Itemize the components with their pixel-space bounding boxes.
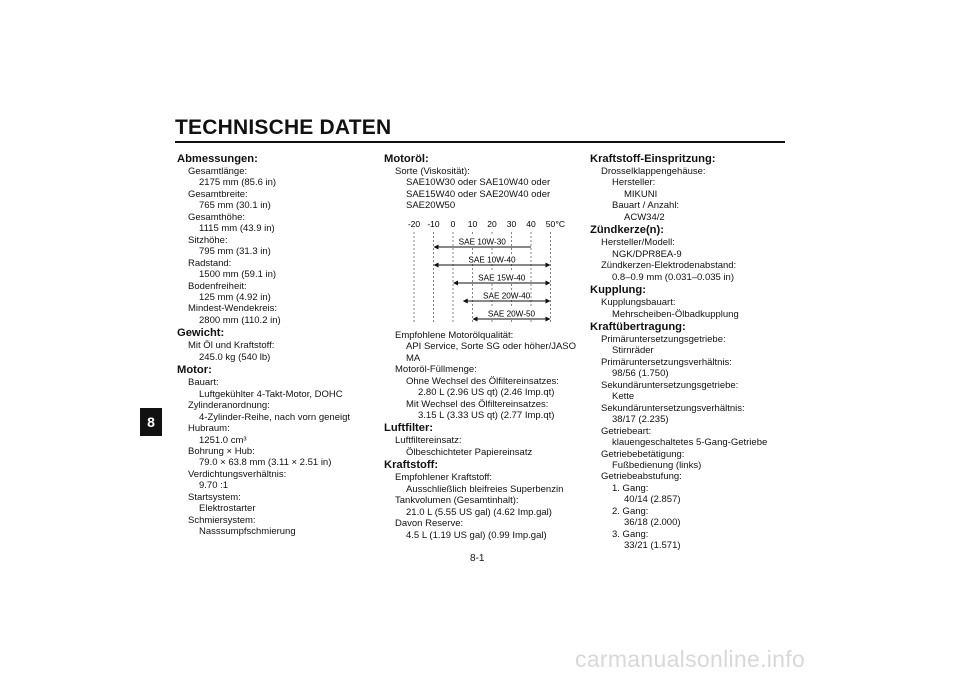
spec-label: Gesamthöhe: [188, 211, 246, 223]
spec-value: 33/21 (1.571) [624, 540, 681, 552]
viscosity-range-label: SAE 20W-50 [487, 309, 536, 319]
spec-label: Sekundäruntersetzungsgetriebe: [601, 379, 739, 391]
spec-value: 2175 mm (85.6 in) [199, 177, 277, 189]
spec-value: 3. Gang: [612, 528, 649, 540]
spec-value: 38/17 (2.235) [612, 414, 669, 426]
axis-tick-label: 0 [450, 218, 456, 229]
spec-value: SAE10W30 oder SAE10W40 oder [406, 177, 551, 189]
section-heading: Kupplung: [590, 284, 646, 297]
spec-value: Bauart / Anzahl: [612, 200, 680, 212]
spec-value: 0.8–0.9 mm (0.031–0.035 in) [612, 271, 734, 283]
spec-label: Empfohlene Motorölqualität: [395, 329, 514, 341]
spec-label: Startsystem: [188, 491, 241, 503]
spec-value: 1115 mm (43.9 in) [199, 223, 275, 235]
page-number: 8-1 [470, 553, 485, 564]
spec-value: API Service, Sorte SG oder höher/JASO [406, 341, 577, 353]
range-arrow-right-icon [546, 262, 551, 267]
spec-value: Hersteller: [612, 177, 656, 189]
spec-label: Sekundäruntersetzungsverhältnis: [601, 402, 745, 414]
section-heading: Kraftstoff-Einspritzung: [590, 153, 716, 165]
spec-label: Getriebeart: [601, 425, 652, 437]
spec-label: Bauart: [188, 377, 219, 389]
range-arrow-right-icon [546, 298, 551, 303]
spec-value: Nasssumpfschmierung [199, 526, 296, 538]
spec-value: 125 mm (4.92 in) [199, 291, 271, 303]
spec-value: 795 mm (31.3 in) [199, 246, 271, 258]
spec-value: ACW34/2 [624, 211, 665, 223]
spec-value: 98/56 (1.750) [612, 368, 669, 380]
spec-label: Drosselklappengehäuse: [601, 166, 706, 177]
spec-value: 245.0 kg (540 lb) [199, 351, 271, 363]
section-heading: Zündkerze(n): [590, 224, 664, 237]
spec-value: 2.80 L (2.96 US qt) (2.46 Imp.qt) [418, 387, 555, 399]
watermark: carmanualsonline.info [575, 646, 806, 672]
section-heading: Kraftübertragung: [590, 320, 686, 333]
spec-value: 9.70 :1 [199, 480, 229, 492]
spec-value: 36/18 (2.000) [624, 517, 681, 529]
spec-column-1 [177, 152, 367, 538]
spec-value: 4-Zylinder-Reihe, nach vorn geneigt [199, 411, 351, 423]
spec-value: NGK/DPR8EA-9 [612, 248, 682, 260]
axis-unit-label: °C [555, 218, 566, 229]
spec-label: Gesamtbreite: [188, 188, 248, 200]
spec-label: Getriebeabstufung: [601, 471, 682, 483]
spec-value: 21.0 L (5.55 US gal) (4.62 Imp.gal) [406, 506, 552, 518]
spec-value: Luftgekühlter 4-Takt-Motor, DOHC [199, 388, 343, 400]
spec-label: Primäruntersetzungsverhältnis: [601, 356, 732, 368]
spec-label: Mit Öl und Kraftstoff: [188, 340, 275, 352]
spec-label: Bohrung × Hub: [188, 445, 255, 457]
spec-value: Kette [612, 391, 635, 403]
section-heading: Luftfilter: [384, 422, 434, 435]
spec-value: 1251.0 cm³ [199, 434, 247, 446]
spec-value: Stirnräder [612, 345, 654, 357]
spec-value: 4.5 L (1.19 US gal) (0.99 Imp.gal) [406, 529, 547, 541]
range-arrow-left-icon [453, 280, 458, 285]
section-heading: Kraftstoff: [384, 459, 439, 472]
spec-value: Fußbedienung (links) [612, 459, 702, 471]
spec-label: Tankvolumen (Gesamtinhalt): [395, 495, 519, 507]
range-arrow-left-icon [463, 298, 468, 303]
spec-label: Sitzhöhe: [188, 234, 228, 246]
spec-label: Radstand: [188, 257, 232, 269]
range-arrow-right-icon [546, 280, 551, 285]
spec-value: 2800 mm (110.2 in) [199, 314, 281, 326]
title-rule [175, 141, 785, 143]
spec-value: Ohne Wechsel des Ölfiltereinsatzes: [406, 375, 559, 387]
spec-label: Empfohlener Kraftstoff: [395, 472, 492, 484]
spec-value: 1. Gang: [612, 482, 649, 494]
axis-tick-label: 50 [545, 218, 556, 229]
spec-label: Sorte (Viskosität): [395, 166, 470, 177]
spec-value: Ausschließlich bleifreies Superbenzin [406, 483, 564, 495]
spec-label: Davon Reserve: [395, 518, 464, 530]
spec-value: Mehrscheiben-Ölbadkupplung [612, 308, 739, 320]
spec-value: SAE20W50 [406, 200, 456, 212]
spec-column-2 [384, 152, 579, 541]
spec-value: Ölbeschichteter Papiereinsatz [406, 446, 533, 458]
spec-value: 765 mm (30.1 in) [199, 200, 271, 212]
spec-value: SAE15W40 oder SAE20W40 oder [406, 188, 551, 200]
spec-label: Verdichtungsverhältnis: [188, 468, 287, 480]
range-arrow-left-icon [434, 262, 439, 267]
axis-tick-label: 10 [467, 218, 478, 229]
page-title: TECHNISCHE DATEN [175, 116, 392, 139]
section-heading: Abmessungen: [177, 153, 258, 165]
axis-tick-label: -20 [407, 218, 421, 229]
section-heading: Motoröl: [384, 153, 429, 165]
spec-value: klauengeschaltetes 5-Gang-Getriebe [612, 437, 768, 449]
spec-value: MA [406, 352, 421, 364]
spec-column-3 [590, 152, 785, 552]
spec-value: 2. Gang: [612, 505, 649, 517]
section-heading: Gewicht: [177, 327, 225, 340]
spec-value: 3.15 L (3.33 US qt) (2.77 Imp.qt) [418, 409, 555, 421]
range-arrow-left-icon [434, 244, 439, 249]
viscosity-range-label: SAE 10W-30 [458, 237, 506, 247]
spec-label: Zylinderanordnung: [188, 400, 270, 412]
spec-label: Primäruntersetzungsgetriebe: [601, 333, 726, 345]
axis-tick-label: 40 [526, 218, 536, 229]
spec-label: Zündkerzen-Elektrodenabstand: [601, 260, 737, 272]
spec-label: Kupplungsbauart: [601, 297, 676, 309]
axis-tick-label: 20 [487, 218, 497, 229]
section-heading: Motor: [177, 364, 212, 377]
spec-label: Gesamtlänge: [188, 166, 248, 177]
spec-value: 1500 mm (59.1 in) [199, 269, 277, 281]
spec-label: Hersteller/Modell: [601, 237, 675, 249]
spec-label: Luftfiltereinsatz: [395, 435, 462, 447]
spec-value: 40/14 (2.857) [624, 494, 681, 506]
spec-value: Elektrostarter [199, 503, 256, 515]
spec-label: Bodenfreiheit: [188, 280, 247, 292]
spec-value: 79.0 × 63.8 mm (3.11 × 2.51 in) [199, 457, 332, 469]
viscosity-range-label: SAE 15W-40 [478, 273, 526, 283]
viscosity-range-label: SAE 20W-40 [483, 291, 531, 301]
axis-tick-label: 30 [506, 218, 517, 229]
viscosity-range-label: SAE 10W-40 [468, 255, 516, 265]
spec-label: Getriebebetätigung: [601, 448, 685, 460]
range-arrow-right-icon [546, 316, 551, 321]
oil-viscosity-chart [406, 218, 566, 324]
chapter-tab: 8 [140, 408, 162, 436]
spec-value: MIKUNI [624, 188, 658, 200]
axis-tick-label: -10 [427, 218, 440, 229]
spec-label: Motoröl-Füllmenge: [395, 364, 477, 376]
spec-value: Mit Wechsel des Ölfiltereinsatzes: [406, 398, 549, 410]
spec-label: Schmiersystem: [188, 514, 256, 526]
spec-label: Mindest-Wendekreis: [188, 303, 278, 315]
range-arrow-left-icon [473, 316, 478, 321]
spec-label: Hubraum: [188, 423, 230, 435]
